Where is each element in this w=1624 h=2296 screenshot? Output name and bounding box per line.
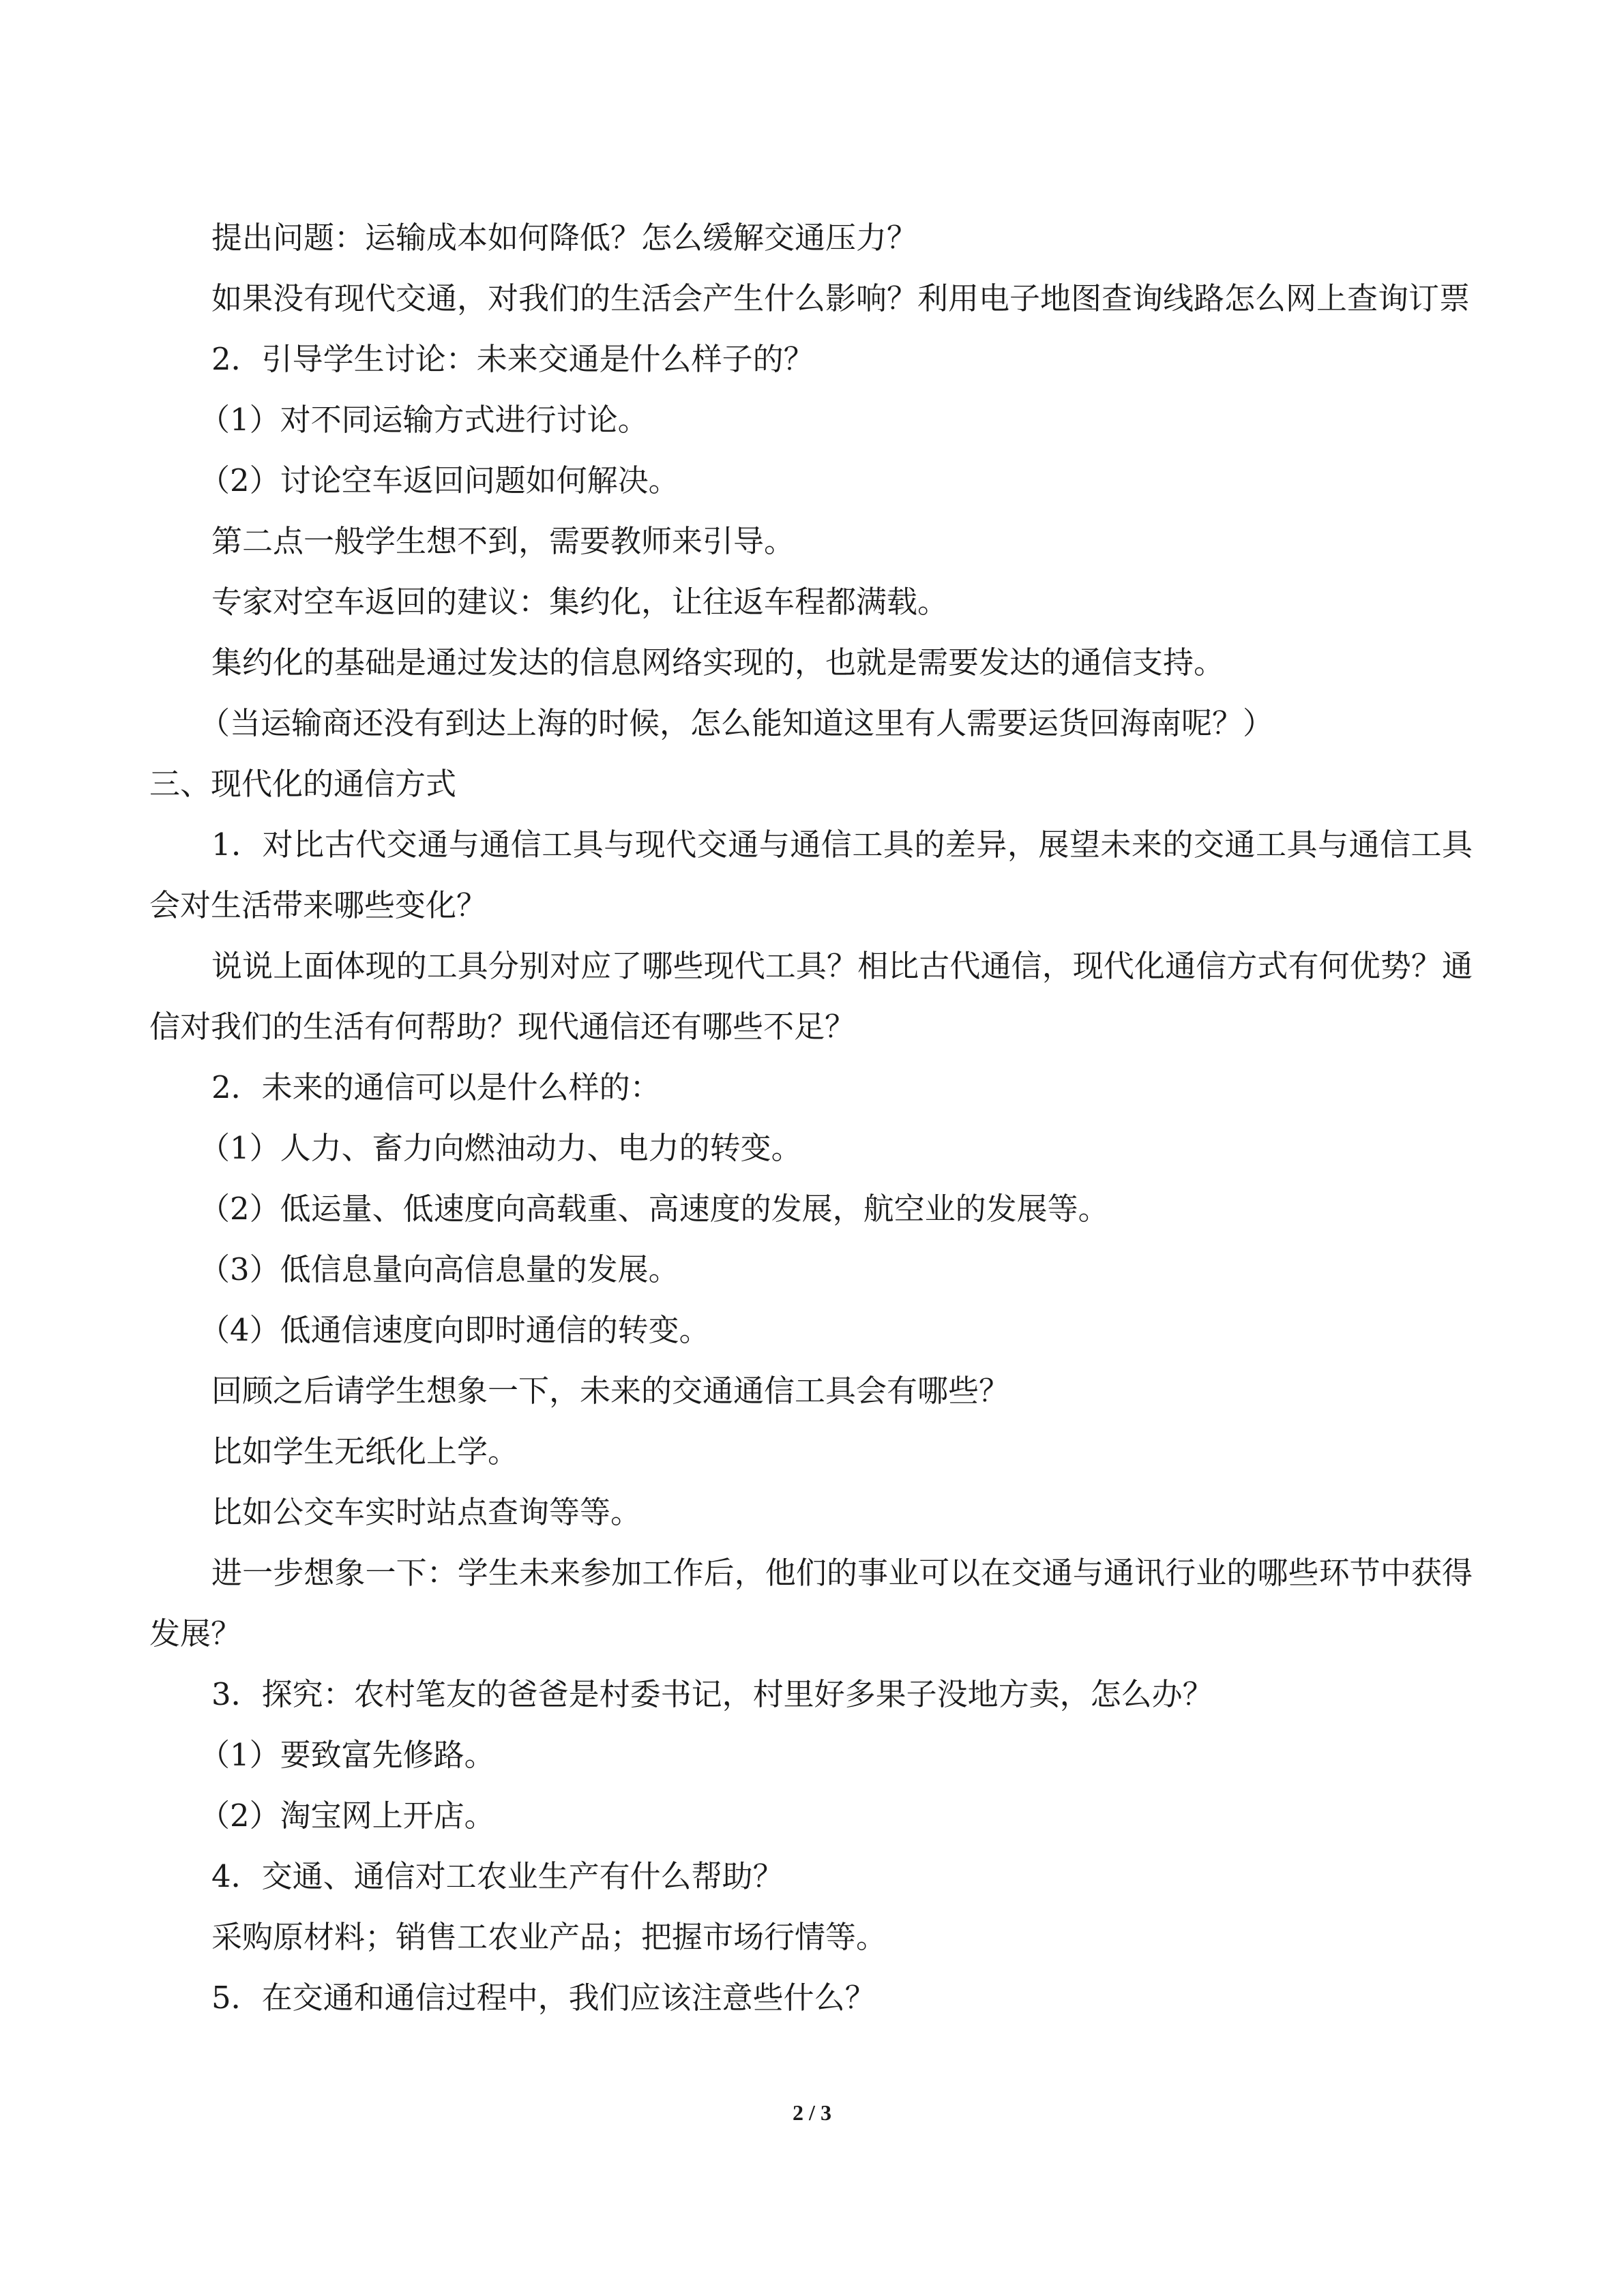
paragraph-expert-advice: 专家对空车返回的建议：集约化，让往返车程都满载。 bbox=[211, 584, 949, 620]
paragraph-example-paperless: 比如学生无纸化上学。 bbox=[211, 1433, 519, 1470]
paragraph-second-point: 第二点一般学生想不到，需要教师来引导。 bbox=[211, 523, 795, 559]
paragraph-future-communication: 2．未来的通信可以是什么样的： bbox=[211, 1069, 661, 1105]
paragraph-guide-discussion: 2．引导学生讨论：未来交通是什么样子的？ bbox=[211, 341, 814, 377]
list-item-3: （3）低信息量向高信息量的发展。 bbox=[199, 1251, 679, 1287]
paragraph-attention: 5．在交通和通信过程中，我们应该注意些什么？ bbox=[211, 1980, 876, 2016]
paragraph-purchase: 采购原材料；销售工农业产品；把握市场行情等。 bbox=[211, 1919, 887, 1955]
list-item-2: （2）淘宝网上开店。 bbox=[199, 1798, 495, 1834]
paragraph-compare-tools: 1．对比古代交通与通信工具与现代交通与通信工具的差异，展望未来的交通工具与通信工具会对生活带来哪些变化？ bbox=[149, 826, 1473, 923]
list-item-2: （2）讨论空车返回问题如何解决。 bbox=[199, 462, 679, 498]
paragraph-modern-traffic: 如果没有现代交通，对我们的生活会产生什么影响？利用电子地图查询线路怎么网上查询订票 bbox=[211, 280, 1471, 316]
paragraph-question: 提出问题：运输成本如何降低？怎么缓解交通压力？ bbox=[211, 220, 918, 256]
paragraph-modern-tools: 说说上面体现的工具分别对应了哪些现代工具？相比古代通信，现代化通信方式有何优势？通信对我们的生活有何帮助？现代通信还有哪些不足？ bbox=[149, 948, 1473, 1045]
list-item-1: （1）要致富先修路。 bbox=[199, 1737, 495, 1773]
document-body bbox=[149, 207, 1473, 2028]
list-item-1: （1）人力、畜力向燃油动力、电力的转变。 bbox=[199, 1130, 802, 1166]
paragraph-intensification: 集约化的基础是通过发达的信息网络实现的，也就是需要发达的通信支持。 bbox=[211, 644, 1225, 681]
paragraph-career: 进一步想象一下：学生未来参加工作后，他们的事业可以在交通与通讯行业的哪些环节中获得发展？ bbox=[149, 1555, 1473, 1652]
paragraph-help-production: 4．交通、通信对工农业生产有什么帮助？ bbox=[211, 1858, 784, 1894]
paragraph-parenthetical: （当运输商还没有到达上海的时候，怎么能知道这里有人需要运货回海南呢？） bbox=[199, 705, 1274, 741]
list-item-2: （2）低运量、低速度向高载重、高速度的发展，航空业的发展等。 bbox=[199, 1191, 1109, 1227]
list-item-4: （4）低通信速度向即时通信的转变。 bbox=[199, 1312, 710, 1348]
paragraph-imagine: 回顾之后请学生想象一下，未来的交通通信工具会有哪些？ bbox=[211, 1373, 1010, 1409]
paragraph-example-bus: 比如公交车实时站点查询等等。 bbox=[211, 1494, 642, 1530]
paragraph-explore: 3．探究：农村笔友的爸爸是村委书记，村里好多果子没地方卖，怎么办？ bbox=[211, 1676, 1213, 1712]
section-heading: 三、现代化的通信方式 bbox=[149, 766, 457, 802]
list-item-1: （1）对不同运输方式进行讨论。 bbox=[199, 402, 649, 438]
page-number: 2 / 3 bbox=[793, 2100, 831, 2125]
